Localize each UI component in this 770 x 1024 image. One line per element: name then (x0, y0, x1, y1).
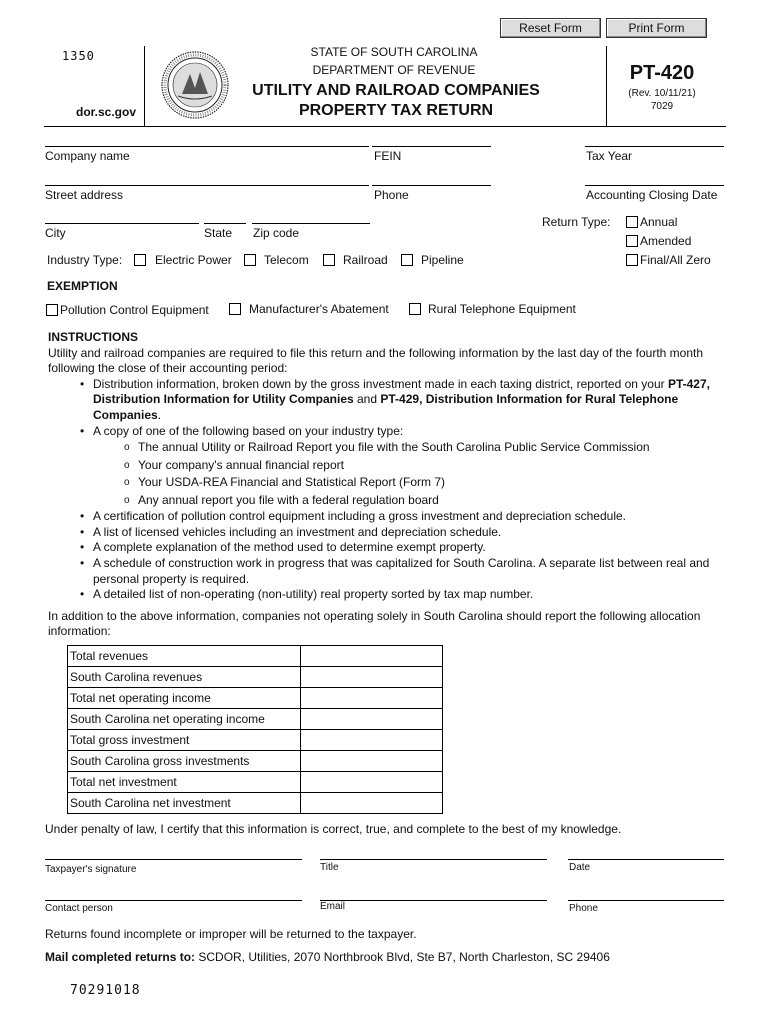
row-label: Total net investment (68, 772, 301, 793)
total-net-investment-input[interactable] (303, 772, 444, 792)
state-label: State (204, 226, 233, 240)
table-row (68, 646, 443, 667)
annual-checkbox[interactable] (626, 216, 638, 228)
instruction-bullet-distribution: • Distribution information, broken down by the gross investment made in each taxing district, reported on your PT-427, Distribution Information for Utility Companies and PT-429, Distribution Information for Rural Telephone Companies. (48, 377, 728, 424)
amended-checkbox[interactable] (626, 235, 638, 247)
row-label: South Carolina gross investments (68, 751, 301, 772)
contact-person-input[interactable] (45, 884, 303, 900)
instruction-bullet-vehicles: • A list of licensed vehicles including an investment and depreciation schedule. (48, 525, 728, 541)
allocation-value-cell[interactable] (301, 709, 443, 730)
row-label: Total net operating income (68, 688, 301, 709)
railroad-checkbox[interactable] (323, 254, 335, 266)
header-divider-right (606, 46, 607, 126)
allocation-value-cell[interactable] (301, 772, 443, 793)
pollution-control-label: Pollution Control Equipment (60, 303, 209, 317)
print-form-button[interactable]: Print Form (606, 18, 707, 38)
returned-notice: Returns found incomplete or improper will be returned to the taxpayer. (45, 927, 417, 941)
sc-net-investment-input[interactable] (303, 793, 444, 813)
total-revenues-input[interactable] (303, 646, 444, 666)
mailing-address (45, 950, 610, 964)
allocation-table (67, 645, 443, 814)
allocation-value-cell[interactable] (301, 646, 443, 667)
rural-telephone-label: Rural Telephone Equipment (428, 302, 576, 316)
manufacturers-abatement-checkbox[interactable] (229, 303, 241, 315)
instruction-bullet-construction: • A schedule of construction work in progress that was capitalized for South Carolina. A separate list between real and personal property is required. (48, 556, 728, 587)
electric-power-checkbox[interactable] (134, 254, 146, 266)
city-input[interactable] (45, 207, 201, 223)
taxpayer-signature-label: Taxpayer's signature (45, 864, 137, 875)
instruction-bullet-nonoperating: • A detailed list of non-operating (non-utility) real property sorted by tax map number. (48, 587, 728, 603)
instructions-intro: Utility and railroad companies are required to file this return and the following information by the last day of the fourth month following the close of their accounting period: (48, 345, 704, 376)
manufacturers-abatement-label: Manufacturer's Abatement (249, 302, 389, 316)
table-row (68, 730, 443, 751)
barcode-number: 70291018 (70, 983, 141, 998)
instruction-bullet-pollution: • A certification of pollution control equipment including a gross investment and depreciation schedule. (48, 509, 728, 525)
instruction-bullet-copy: • A copy of one of the following based on your industry type: (48, 424, 728, 440)
instruction-sub-item: o Any annual report you file with a federal regulation board (48, 492, 728, 510)
date-label: Date (569, 862, 591, 873)
fein-label: FEIN (374, 149, 402, 163)
allocation-value-cell[interactable] (301, 688, 443, 709)
mail-address-text: SCDOR, Utilities, 2070 Northbrook Blvd, Ste B7, North Charleston, SC 29406 (195, 950, 610, 964)
date-input[interactable] (568, 843, 725, 859)
taxpayer-signature-input[interactable] (45, 843, 303, 859)
row-label: South Carolina net operating income (68, 709, 301, 730)
exemption-heading: EXEMPTION (47, 279, 118, 293)
allocation-intro: In addition to the above information, companies not operating solely in South Carolina should report the following allocation information: (48, 608, 701, 639)
state-input[interactable] (204, 207, 248, 223)
row-label: South Carolina net investment (68, 793, 301, 814)
state-name: STATE OF SOUTH CAROLINA (310, 45, 478, 59)
final-all-zero-checkbox[interactable] (626, 254, 638, 266)
table-row (68, 709, 443, 730)
electric-power-label: Electric Power (155, 253, 232, 267)
amended-label: Amended (640, 234, 692, 248)
instructions-section (48, 330, 728, 640)
instruction-sub-item: o The annual Utility or Railroad Report you file with the South Carolina Public Service Commission (48, 439, 728, 457)
pipeline-label: Pipeline (421, 253, 464, 267)
contact-phone-input[interactable] (568, 884, 725, 900)
header-divider-left (144, 46, 145, 126)
industry-type-label: Industry Type: (47, 253, 123, 267)
allocation-value-cell[interactable] (301, 667, 443, 688)
form-id: PT-420 (629, 62, 695, 84)
sc-net-operating-income-input[interactable] (303, 709, 444, 729)
title-label: Title (320, 862, 339, 873)
row-label: Total revenues (68, 646, 301, 667)
allocation-value-cell[interactable] (301, 793, 443, 814)
city-label: City (45, 226, 66, 240)
rural-telephone-checkbox[interactable] (409, 303, 421, 315)
railroad-label: Railroad (343, 253, 388, 267)
form-revision: (Rev. 10/11/21) (628, 88, 696, 99)
department-name: DEPARTMENT OF REVENUE (312, 63, 476, 77)
company-name-label: Company name (45, 149, 130, 163)
table-row (68, 667, 443, 688)
phone-label: Phone (374, 188, 409, 202)
pollution-control-checkbox[interactable] (46, 304, 58, 316)
title-input[interactable] (320, 843, 548, 859)
table-row (68, 772, 443, 793)
row-label: Total gross investment (68, 730, 301, 751)
street-address-label: Street address (45, 188, 124, 202)
instruction-sub-item: o Your USDA-REA Financial and Statistical Report (Form 7) (48, 474, 728, 492)
form-title-line1: UTILITY AND RAILROAD COMPANIES (252, 82, 540, 99)
contact-person-label: Contact person (45, 903, 113, 914)
website-text: dor.sc.gov (76, 105, 137, 119)
annual-label: Annual (640, 215, 678, 229)
telecom-label: Telecom (264, 253, 309, 267)
sc-gross-investments-input[interactable] (303, 751, 444, 771)
return-type-label: Return Type: (542, 215, 611, 229)
email-input[interactable] (320, 884, 548, 900)
reset-form-button[interactable]: Reset Form (500, 18, 601, 38)
row-label: South Carolina revenues (68, 667, 301, 688)
total-gross-investment-input[interactable] (303, 730, 444, 750)
instructions-heading: INSTRUCTIONS (48, 330, 138, 344)
allocation-value-cell[interactable] (301, 751, 443, 772)
sc-revenues-input[interactable] (303, 667, 444, 687)
zip-code-label: Zip code (253, 226, 300, 240)
mail-label: Mail completed returns to: (45, 950, 196, 964)
instruction-bullet-exempt: • A complete explanation of the method used to determine exempt property. (48, 540, 728, 556)
total-net-operating-income-input[interactable] (303, 688, 444, 708)
certification-statement: Under penalty of law, I certify that this information is correct, true, and complete to the best of my knowledge. (45, 822, 622, 836)
accounting-closing-date-input[interactable] (585, 169, 725, 185)
form-title-line2: PROPERTY TAX RETURN (298, 102, 494, 119)
zip-code-input[interactable] (252, 207, 372, 223)
state-seal-icon (160, 50, 230, 120)
final-all-zero-label: Final/All Zero (640, 253, 711, 267)
form-number: 7029 (650, 101, 674, 112)
accounting-closing-date-label: Accounting Closing Date (586, 188, 718, 202)
table-row (68, 688, 443, 709)
contact-phone-label: Phone (569, 903, 598, 914)
tax-year-input[interactable] (585, 130, 725, 146)
telecom-checkbox[interactable] (244, 254, 256, 266)
header-bottom-rule (44, 126, 726, 127)
tax-year-label: Tax Year (586, 149, 633, 163)
phone-input[interactable] (372, 169, 492, 185)
table-row (68, 751, 443, 772)
fein-input[interactable] (372, 130, 492, 146)
company-name-input[interactable] (45, 130, 371, 146)
email-label: Email (320, 901, 346, 912)
form-code: 1350 (62, 49, 95, 63)
street-address-input[interactable] (45, 169, 371, 185)
allocation-value-cell[interactable] (301, 730, 443, 751)
table-row (68, 793, 443, 814)
instruction-sub-item: o Your company's annual financial report (48, 457, 728, 475)
pipeline-checkbox[interactable] (401, 254, 413, 266)
